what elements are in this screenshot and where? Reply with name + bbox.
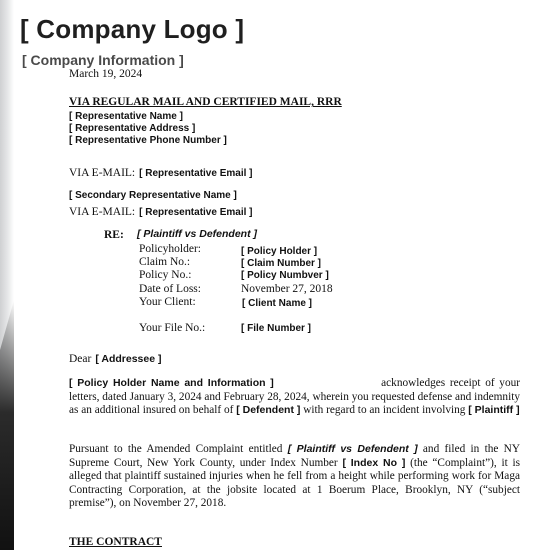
paragraph-acknowledgement bbox=[69, 377, 520, 418]
paragraph-complaint-text-3: (the “Complaint”), it is alleged that plaintiff sustained injuries when he fell from a height while performing work for Maga Contracting Corporation, at the jobsite located at 1 Boerum Place, Brooklyn, NY (“subject premise”), on November 27, 2018. bbox=[69, 456, 520, 510]
paragraph-acknowledgement-text-1: acknowledges receipt of your letters, dated January 3, 2024 and February 28, 2024, wherein you requested defense and indemnity as an additional insured on behalf of bbox=[69, 377, 521, 417]
re-label: RE: bbox=[104, 229, 124, 241]
paragraph-complaint-text-1: Pursuant to the Amended Complaint entitled bbox=[69, 443, 283, 455]
paragraph-index-number: [ Index No ] bbox=[342, 456, 406, 469]
email-line bbox=[69, 163, 253, 181]
re-value-date-of-loss: November 27, 2018 bbox=[241, 283, 333, 295]
salutation-addressee: [ Addressee ] bbox=[95, 353, 162, 365]
section-heading-contract: THE CONTRACT bbox=[69, 536, 162, 548]
paragraph-defendent: [ Defendent ] bbox=[236, 404, 301, 417]
company-information: [ Company Information ] bbox=[22, 52, 184, 68]
secondary-email-line bbox=[69, 202, 253, 220]
representative-address: [ Representative Address ] bbox=[69, 123, 196, 134]
paragraph-plaintiff: [ Plaintiff ] bbox=[468, 404, 520, 417]
secondary-email-label: VIA E-MAIL: bbox=[69, 206, 136, 218]
salutation bbox=[69, 349, 161, 367]
letter-date: March 19, 2024 bbox=[69, 68, 143, 80]
re-label-claim-no: Claim No.: bbox=[139, 256, 191, 268]
re-value-policy-no: [ Policy Numbver ] bbox=[241, 270, 329, 281]
paragraph-complaint bbox=[69, 443, 520, 511]
re-label-your-client: Your Client: bbox=[139, 296, 196, 308]
re-value-policyholder: [ Policy Holder ] bbox=[241, 246, 318, 257]
secondary-representative-name: [ Secondary Representative Name ] bbox=[69, 190, 237, 201]
salutation-dear: Dear bbox=[69, 353, 92, 365]
secondary-representative-email: [ Representative Email ] bbox=[139, 207, 253, 218]
representative-name: [ Representative Name ] bbox=[69, 111, 183, 122]
re-label-policyholder: Policyholder: bbox=[139, 243, 201, 255]
company-logo: [ Company Logo ] bbox=[20, 14, 245, 44]
re-value-your-file-no: [ File Number ] bbox=[241, 323, 312, 334]
delivery-method: VIA REGULAR MAIL AND CERTIFIED MAIL, RRR bbox=[69, 96, 342, 108]
re-label-policy-no: Policy No.: bbox=[139, 269, 192, 281]
paragraph-complaint-text-2: and filed in the NY Supreme Court, New York County, under Index Number bbox=[69, 443, 521, 469]
email-label: VIA E-MAIL: bbox=[69, 167, 136, 179]
paragraph-case-title: [ Plaintiff vs Defendent ] bbox=[287, 443, 418, 455]
re-value-claim-no: [ Claim Number ] bbox=[241, 258, 322, 269]
re-case-title: [ Plaintiff vs Defendent ] bbox=[137, 228, 257, 240]
re-value-your-client: [ Client Name ] bbox=[242, 298, 313, 309]
policy-holder-name: [ Policy Holder Name and Information ] bbox=[69, 377, 274, 389]
representative-phone: [ Representative Phone Number ] bbox=[69, 135, 227, 146]
re-label-your-file-no: Your File No.: bbox=[139, 322, 206, 334]
re-label-date-of-loss: Date of Loss: bbox=[139, 283, 201, 295]
representative-email: [ Representative Email ] bbox=[139, 168, 253, 179]
paragraph-acknowledgement-text-2: with regard to an incident involving bbox=[303, 404, 466, 417]
